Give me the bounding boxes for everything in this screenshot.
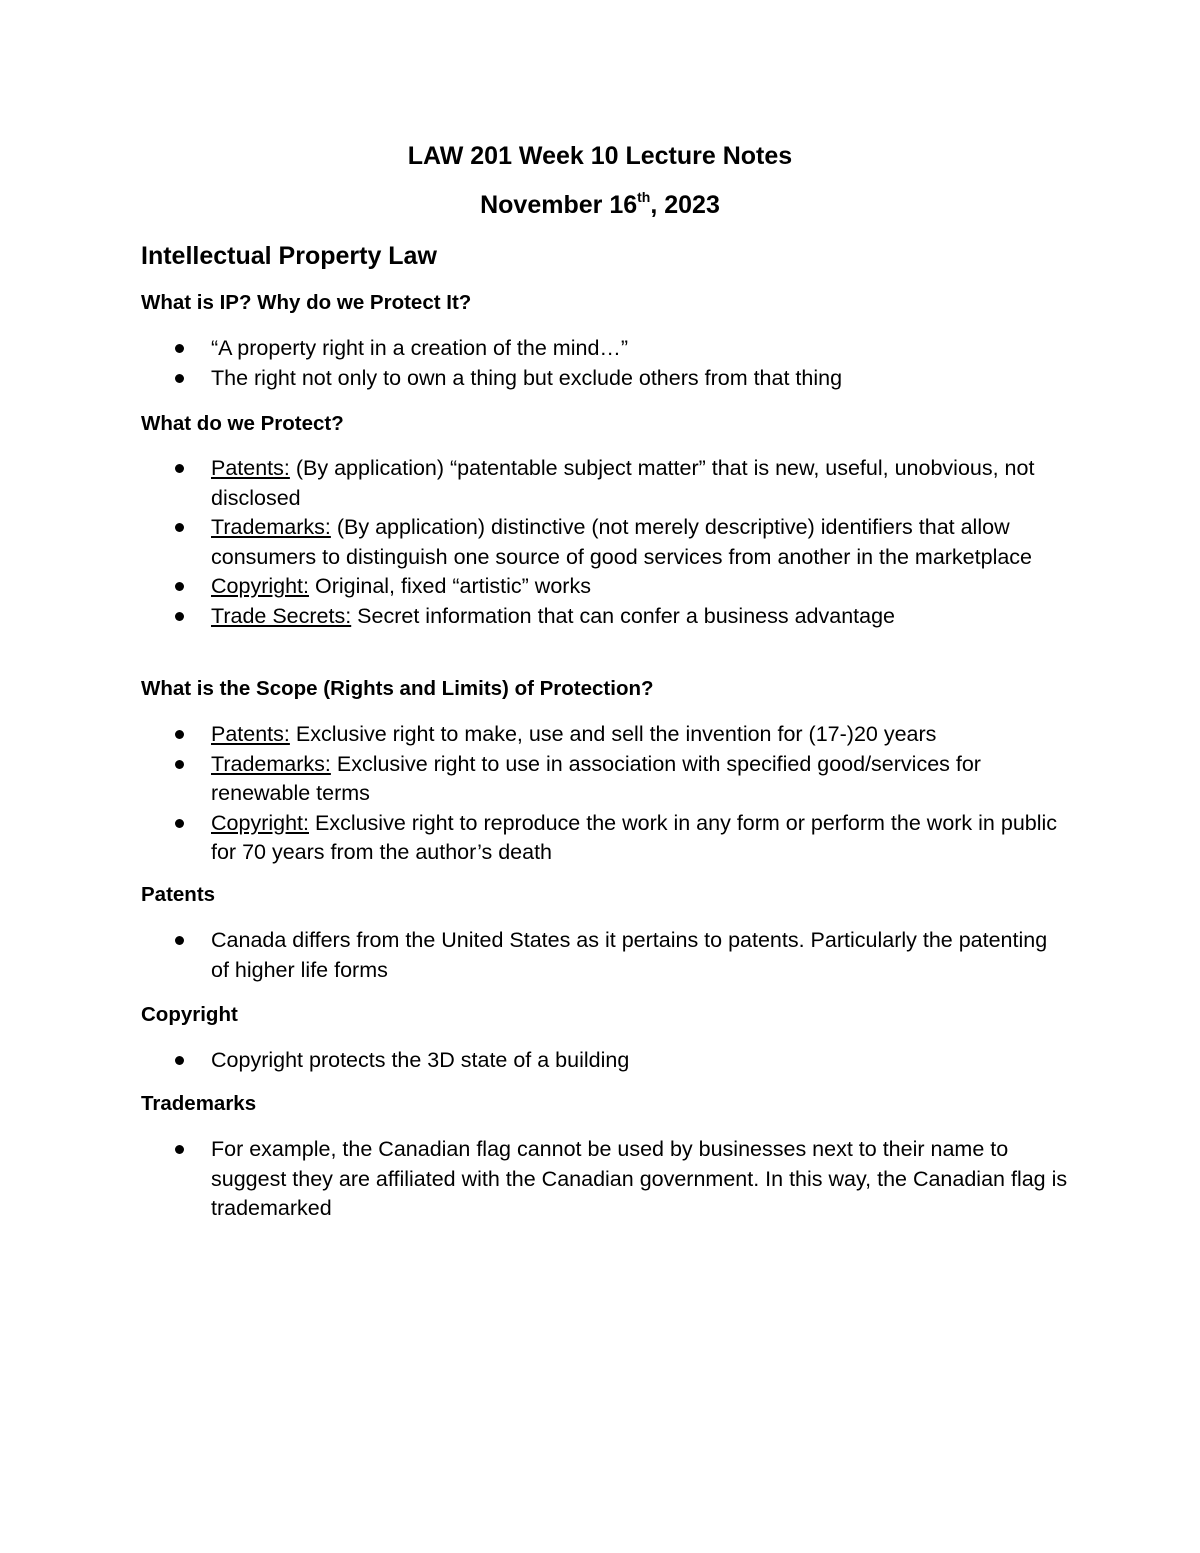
list-scope-of-protection [141, 720, 1071, 868]
list-item [141, 1046, 1071, 1076]
list-copyright [141, 1046, 1071, 1076]
item-term: Trade Secrets: [211, 603, 352, 628]
list-item [141, 334, 1071, 364]
item-term: Trademarks: [211, 751, 331, 776]
heading-what-do-we-protect: What do we Protect? [141, 412, 344, 435]
bullet-icon [175, 936, 184, 945]
list-item [141, 926, 1071, 985]
list-item [141, 602, 1071, 632]
item-text: For example, the Canadian flag cannot be used by businesses next to their name to suggest they are affiliated with the Canadian government. In this way, the Canadian flag is trademarked [211, 1137, 1068, 1220]
document-date [0, 191, 1200, 220]
list-item [141, 809, 1071, 868]
bullet-icon [175, 374, 184, 383]
list-item [141, 454, 1071, 513]
list-what-do-we-protect [141, 454, 1071, 631]
list-item [141, 720, 1071, 750]
bullet-icon [175, 582, 184, 591]
bullet-icon [175, 464, 184, 473]
item-text: Exclusive right to reproduce the work in any form or perform the work in public for 70 years from the author’s death [211, 810, 1058, 864]
item-text: “A property right in a creation of the mind…” [211, 336, 629, 360]
bullet-icon [175, 819, 184, 828]
bullet-icon [175, 1145, 184, 1154]
list-trademarks [141, 1135, 1071, 1224]
item-term: Copyright: [211, 810, 309, 835]
item-text: Canada differs from the United States as it pertains to patents. Particularly the patenting of higher life forms [211, 928, 1048, 982]
list-item [141, 364, 1071, 394]
document-title: LAW 201 Week 10 Lecture Notes [407, 142, 793, 170]
heading-scope-of-protection: What is the Scope (Rights and Limits) of Protection? [141, 677, 654, 700]
list-item [141, 513, 1071, 572]
list-patents [141, 926, 1071, 985]
heading-patents: Patents [141, 883, 216, 906]
item-text: (By application) distinctive (not merely descriptive) identifiers that allow consumers to distinguish one source of good services from another in the marketplace [211, 515, 1033, 569]
list-item [141, 572, 1071, 602]
date-prefix: November 16 [480, 191, 638, 219]
date-ordinal-suffix: th [637, 189, 651, 205]
item-term: Copyright: [211, 574, 309, 598]
date-rest: , 2023 [650, 191, 720, 219]
item-text: The right not only to own a thing but exclude others from that thing [211, 365, 843, 390]
item-term: Patents: [211, 722, 290, 746]
item-text: Original, fixed “artistic” works [309, 574, 591, 598]
item-text: Exclusive right to make, use and sell the invention for (17-)20 years [289, 722, 937, 746]
section-title: Intellectual Property Law [141, 242, 437, 270]
bullet-icon [175, 612, 184, 621]
bullet-icon [175, 1056, 184, 1065]
item-term: Patents: [211, 456, 290, 480]
list-item [141, 1135, 1071, 1224]
item-text: Secret information that can confer a business advantage [351, 603, 896, 628]
bullet-icon [175, 730, 184, 739]
item-text: Exclusive right to use in association with specified good/services for renewable terms [211, 751, 981, 805]
list-what-is-ip [141, 334, 1071, 393]
heading-trademarks: Trademarks [141, 1092, 257, 1115]
item-term: Trademarks: [211, 515, 331, 539]
list-item [141, 750, 1071, 809]
heading-copyright: Copyright [141, 1003, 238, 1026]
bullet-icon [175, 760, 184, 769]
bullet-icon [175, 523, 184, 532]
item-text: (By application) “patentable subject matter” that is new, useful, unobvious, not disclosed [211, 456, 1035, 510]
item-text: Copyright protects the 3D state of a building [211, 1048, 630, 1072]
heading-what-is-ip: What is IP? Why do we Protect It? [141, 291, 472, 314]
bullet-icon [175, 344, 184, 353]
